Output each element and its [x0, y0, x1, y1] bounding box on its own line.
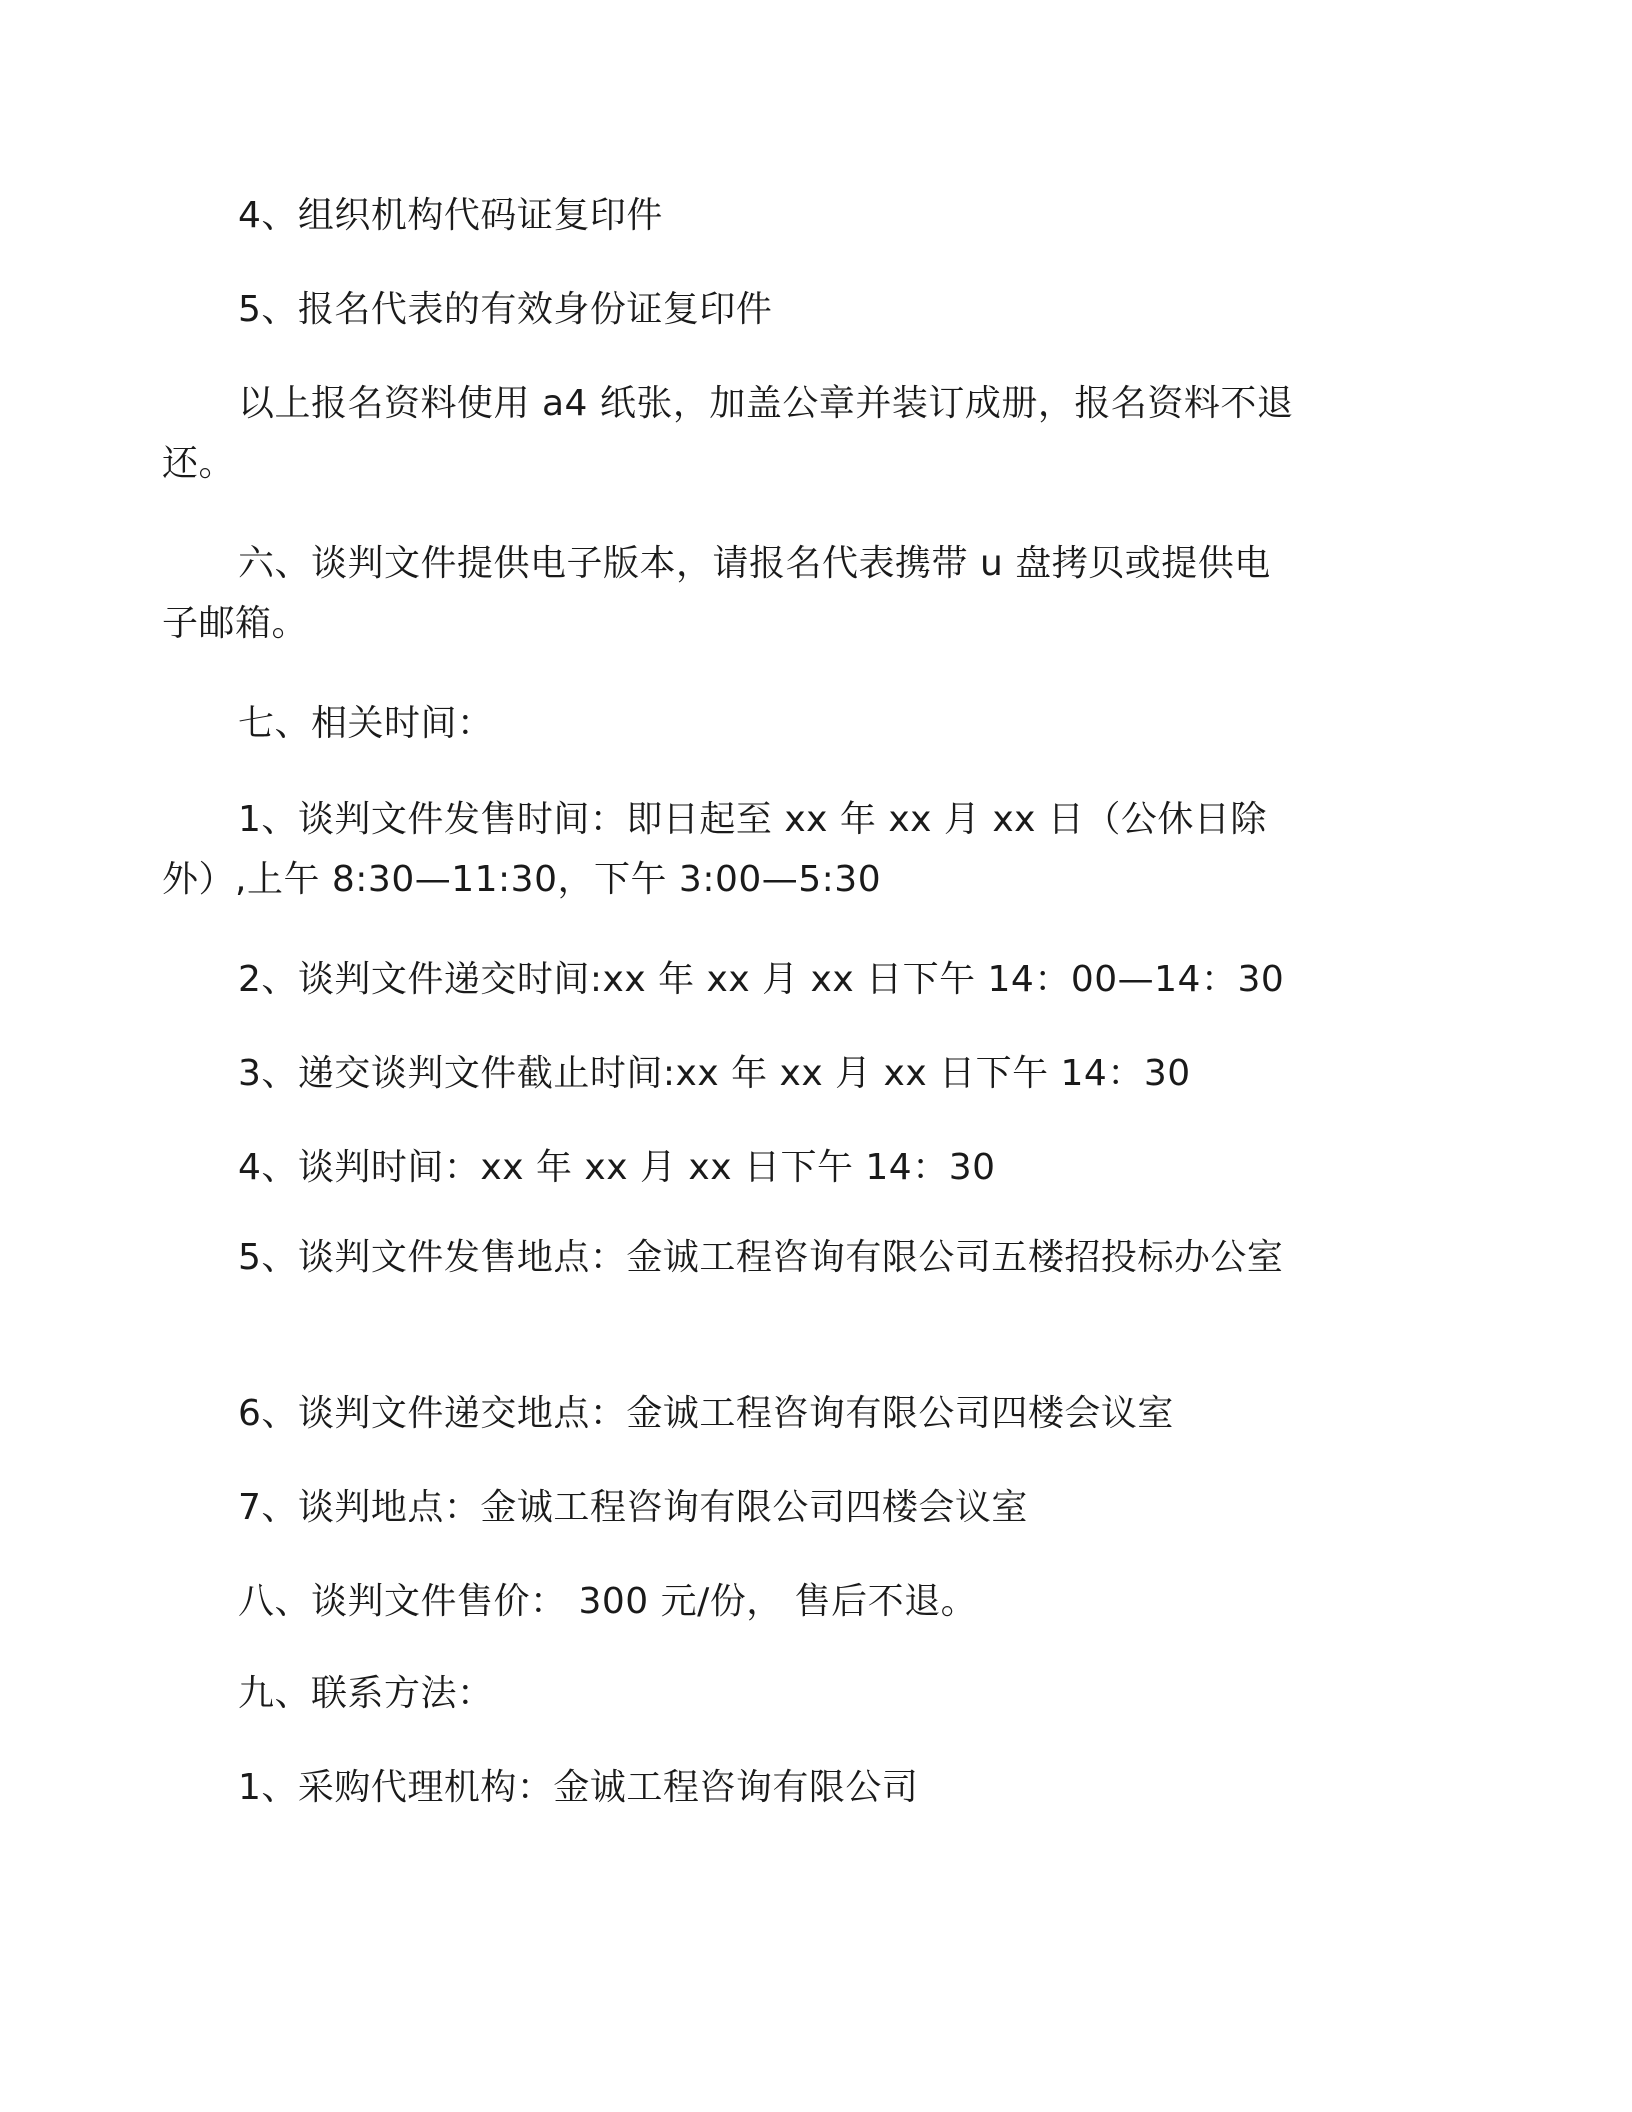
paragraph-line: 八、谈判文件售价： 300 元/份， 售后不退。 [238, 1581, 978, 1622]
section-seven-heading [238, 694, 1378, 754]
section-six-electronic-version [162, 534, 1378, 654]
list-item-submission-time [238, 950, 1378, 1010]
paragraph-line: 7、谈判地点：金诚工程咨询有限公司四楼会议室 [238, 1487, 1028, 1528]
paragraph-line: 子邮箱。 [162, 603, 309, 644]
paragraph-line: 4、谈判时间：xx 年 xx 月 xx 日下午 14：30 [238, 1147, 996, 1188]
paragraph-line: 1、谈判文件发售时间：即日起至 xx 年 xx 月 xx 日（公休日除 [238, 799, 1267, 840]
paragraph-line: 九、联系方法： [238, 1673, 494, 1714]
paragraph-line: 5、谈判文件发售地点：金诚工程咨询有限公司五楼招投标办公室 [238, 1237, 1284, 1278]
paragraph-line: 5、报名代表的有效身份证复印件 [238, 289, 773, 330]
paragraph-line: 4、组织机构代码证复印件 [238, 195, 663, 236]
paragraph-line: 六、谈判文件提供电子版本，请报名代表携带 u 盘拷贝或提供电 [238, 543, 1271, 584]
list-item-negotiation-location [238, 1478, 1378, 1538]
list-item-submission-deadline [238, 1044, 1378, 1104]
paragraph-line: 还。 [162, 443, 236, 484]
section-eight-price [238, 1572, 1378, 1632]
paragraph-line: 2、谈判文件递交时间:xx 年 xx 月 xx 日下午 14：00—14：30 [238, 959, 1285, 1000]
list-item-representative-id-copy [238, 280, 1378, 340]
paragraph-line: 外）,上午 8:30—11:30，下午 3:00—5:30 [162, 859, 882, 900]
paragraph-line: 七、相关时间： [238, 703, 494, 744]
list-item-negotiation-time [238, 1138, 1378, 1198]
paragraph-line: 6、谈判文件递交地点：金诚工程咨询有限公司四楼会议室 [238, 1393, 1174, 1434]
list-item-sale-location [238, 1228, 1378, 1288]
paragraph-line: 1、采购代理机构：金诚工程咨询有限公司 [238, 1767, 919, 1808]
list-item-sale-time [162, 790, 1378, 910]
section-nine-contact-heading [238, 1664, 1378, 1724]
paragraph-line: 以上报名资料使用 a4 纸张，加盖公章并装订成册，报名资料不退 [238, 383, 1294, 424]
paragraph-registration-materials [162, 374, 1378, 494]
list-item-procurement-agency [238, 1758, 1378, 1818]
list-item-submission-location [238, 1384, 1378, 1444]
paragraph-line: 3、递交谈判文件截止时间:xx 年 xx 月 xx 日下午 14：30 [238, 1053, 1191, 1094]
list-item-org-code-copy [238, 186, 1378, 246]
